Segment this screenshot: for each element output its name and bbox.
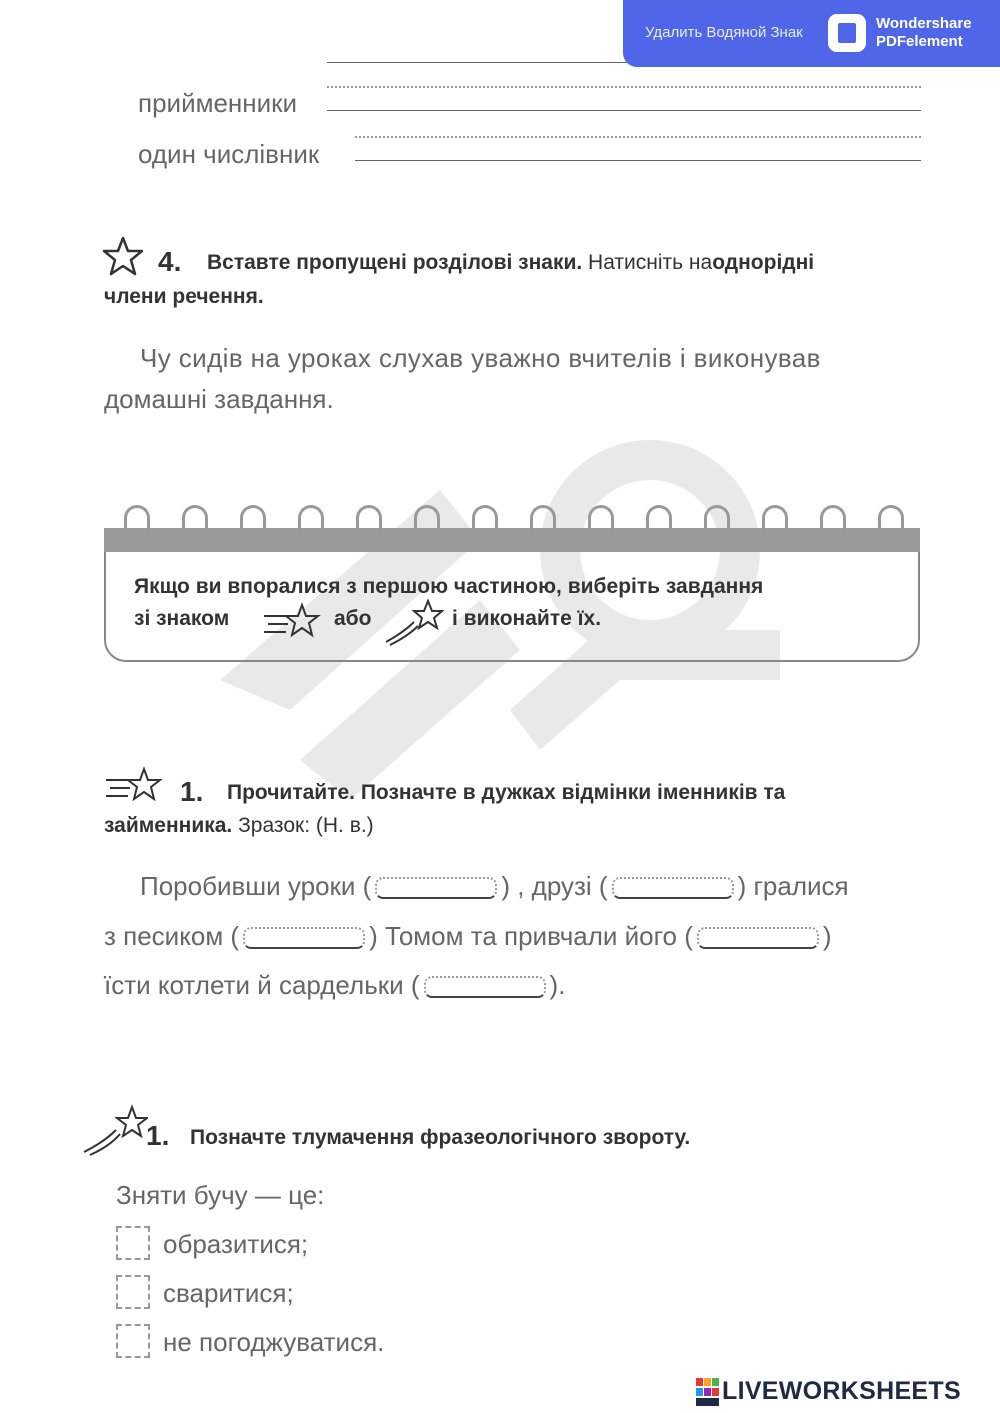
spiral-ring	[356, 505, 382, 535]
task-1a-text-line1: Поробивши уроки ( ) , друзі ( ) гралися	[140, 871, 849, 901]
fast-star-icon	[262, 602, 324, 642]
task-4-instruction-line2: члени речення.	[104, 285, 264, 308]
notice-spiral-bar	[104, 528, 920, 552]
option-checkbox[interactable]	[116, 1324, 150, 1358]
case-answer-blank[interactable]	[697, 927, 819, 949]
pdfelement-logo-icon	[828, 14, 866, 52]
shooting-star-icon	[384, 598, 444, 646]
liveworksheets-wordmark: LIVEWORKSHEETS	[722, 1377, 961, 1405]
spiral-ring	[820, 505, 846, 535]
case-answer-blank[interactable]	[424, 976, 546, 998]
case-answer-blank[interactable]	[375, 877, 497, 899]
task-1a-number: 1.	[180, 776, 204, 807]
notice-line2-b: або	[334, 607, 372, 630]
case-answer-blank[interactable]	[612, 877, 734, 899]
notice-line2-a: зі знаком	[134, 607, 230, 630]
option-label: сваритися;	[163, 1278, 294, 1308]
option-checkbox[interactable]	[116, 1226, 150, 1260]
spiral-ring	[762, 505, 788, 535]
task-4-number: 4.	[158, 246, 182, 277]
liveworksheets-logo	[696, 1377, 992, 1407]
spiral-ring	[414, 505, 440, 535]
spiral-ring	[124, 505, 150, 535]
dotted-guide-line	[355, 136, 921, 138]
task-1b-prompt: Зняти бучу — це:	[116, 1180, 325, 1210]
spiral-ring	[472, 505, 498, 535]
notice-line2-c: і виконайте їх.	[452, 607, 602, 630]
answer-line-top	[327, 62, 627, 63]
task-1a-instruction-line2: займенника. Зразок: (Н. в.)	[104, 814, 374, 837]
spiral-ring	[530, 505, 556, 535]
task-4-instruction: Вставте пропущені розділові знаки. Натисніть наоднорідні	[207, 251, 815, 274]
spiral-ring	[298, 505, 324, 535]
liveworksheets-blocks-icon	[696, 1378, 720, 1406]
pdfelement-brand: Wondershare PDFelement	[876, 15, 972, 50]
shooting-star-icon	[82, 1104, 148, 1156]
task-1b-instruction: Позначте тлумачення фразеологічного звороту.	[190, 1126, 691, 1149]
task-1a-instruction-line1: Прочитайте. Позначте в дужках відмінки іменників та	[227, 781, 786, 804]
field-label-numeral: один числівник	[138, 139, 320, 169]
answer-line-prepositions[interactable]	[327, 110, 921, 111]
notice-line1: Якщо ви впоралися з першою частиною, виберіть завдання	[134, 575, 764, 598]
field-label-prepositions: прийменники	[138, 88, 298, 118]
task-1a-text-line3: їсти котлети й сардельки ( ).	[104, 970, 566, 1000]
star-icon	[102, 236, 144, 276]
task-1b-number: 1.	[146, 1120, 170, 1151]
fast-star-icon	[104, 766, 164, 806]
spiral-ring	[878, 505, 904, 535]
remove-watermark-link[interactable]: Удалить Водяной Знак	[645, 24, 803, 41]
spiral-ring	[646, 505, 672, 535]
option-label: образитися;	[163, 1229, 309, 1259]
task-1a-text-line2: з песиком ( ) Томом та привчали його ( )	[104, 921, 832, 951]
spiral-ring	[182, 505, 208, 535]
remove-watermark-banner[interactable]	[623, 0, 1000, 67]
spiral-ring	[240, 505, 266, 535]
dotted-guide-line	[327, 86, 921, 88]
spiral-ring	[704, 505, 730, 535]
case-answer-blank[interactable]	[243, 927, 365, 949]
option-checkbox[interactable]	[116, 1275, 150, 1309]
task-4-sentence-line1[interactable]: Чу сидів на уроках слухав уважно вчителів і виконував	[140, 343, 821, 373]
option-label: не погоджуватися.	[163, 1327, 385, 1357]
answer-line-numeral[interactable]	[355, 160, 921, 161]
spiral-ring	[588, 505, 614, 535]
task-4-sentence-line2[interactable]: домашні завдання.	[104, 384, 334, 414]
